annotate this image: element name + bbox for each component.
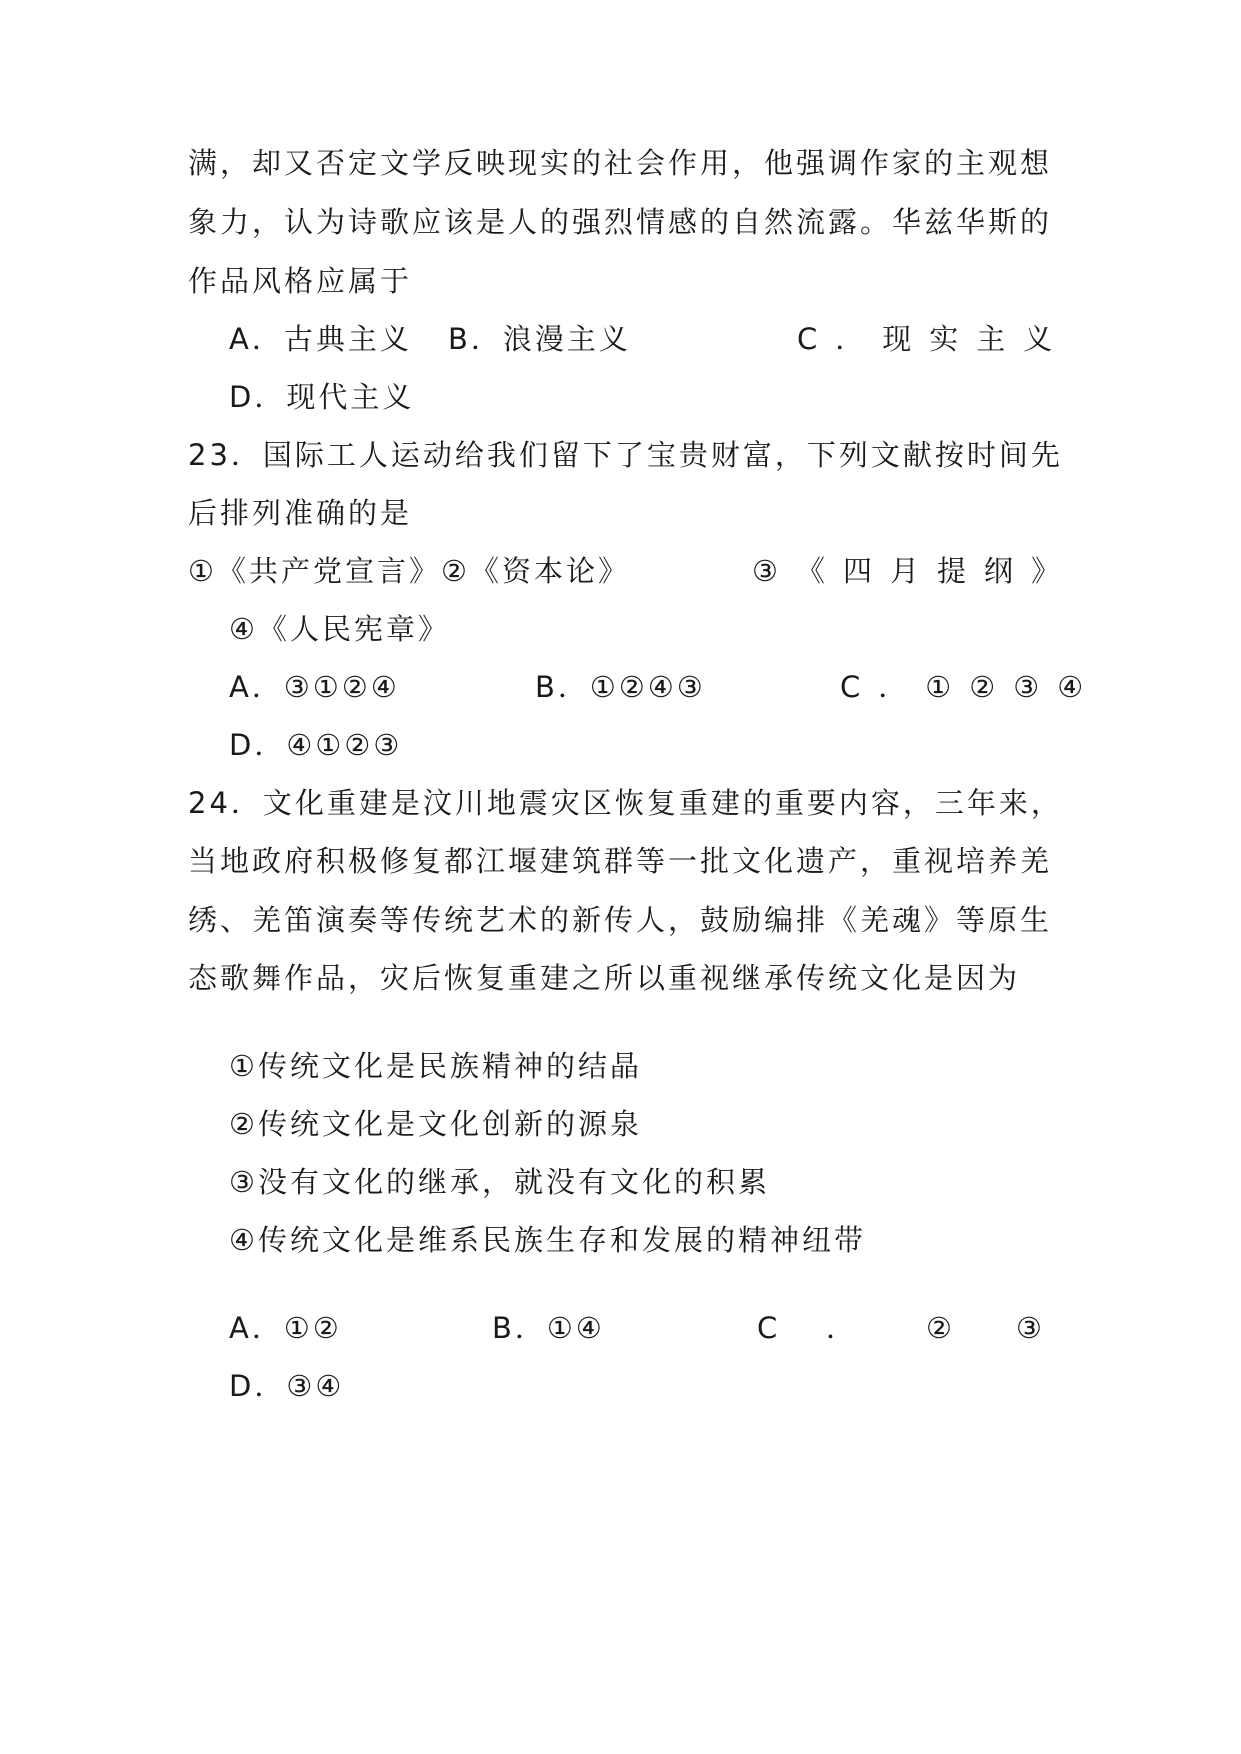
q23-option-d[interactable]: D．④①②③ [229, 728, 403, 762]
q24-option-c-dot: ． [826, 1311, 859, 1345]
q22-option-b[interactable]: B．浪漫主义 [448, 322, 631, 356]
q24-stem-line-2: 当地政府积极修复都江堰建筑群等一批文化遗产，重视培养羌 [188, 844, 1053, 878]
q24-stem-line-3: 绣、羌笛演奏等传统艺术的新传人，鼓励编排《羌魂》等原生 [188, 903, 1053, 937]
q24-statement-1: ①传统文化是民族精神的结晶 [229, 1049, 642, 1083]
q23-option-c[interactable]: C．①②③④ [840, 670, 1102, 704]
q24-statement-3: ③没有文化的继承，就没有文化的积累 [229, 1165, 770, 1199]
q22-option-d[interactable]: D．现代主义 [229, 380, 415, 414]
q23-stem-line-2: 后排列准确的是 [188, 496, 413, 530]
q23-stem-line-1: 23．国际工人运动给我们留下了宝贵财富，下列文献按时间先 [188, 438, 1063, 472]
q24-option-c-item-1: ② [926, 1311, 955, 1345]
q24-stem-line-4: 态歌舞作品，灾后恢复重建之所以重视继承传统文化是因为 [188, 961, 1021, 995]
q24-stem-line-1: 24．文化重建是汶川地震灾区恢复重建的重要内容，三年来， [188, 786, 1063, 820]
q24-statement-2: ②传统文化是文化创新的源泉 [229, 1107, 642, 1141]
q22-option-a[interactable]: A．古典主义 [229, 322, 412, 356]
q23-item-1-2: ①《共产党宣言》②《资本论》 [188, 554, 630, 588]
q22-stem-line-3: 作品风格应属于 [188, 264, 413, 298]
q24-option-c-letter[interactable]: C [757, 1311, 781, 1345]
q24-option-b[interactable]: B．①④ [492, 1311, 605, 1345]
q22-stem-line-1: 满，却又否定文学反映现实的社会作用，他强调作家的主观想 [188, 146, 1053, 180]
q24-option-d[interactable]: D．③④ [229, 1369, 345, 1403]
q24-statement-4: ④传统文化是维系民族生存和发展的精神纽带 [229, 1223, 866, 1257]
q23-item-3: ③《四月提纲》 [752, 554, 1078, 588]
q24-option-a[interactable]: A．①② [229, 1311, 342, 1345]
q23-item-4: ④《人民宪章》 [229, 612, 450, 646]
q24-option-c-item-2: ③ [1016, 1311, 1045, 1345]
q23-option-a[interactable]: A．③①②④ [229, 670, 400, 704]
q22-stem-line-2: 象力，认为诗歌应该是人的强烈情感的自然流露。华兹华斯的 [188, 205, 1053, 239]
q23-option-b[interactable]: B．①②④③ [535, 670, 706, 704]
q22-option-c[interactable]: C．现实主义 [797, 322, 1071, 356]
